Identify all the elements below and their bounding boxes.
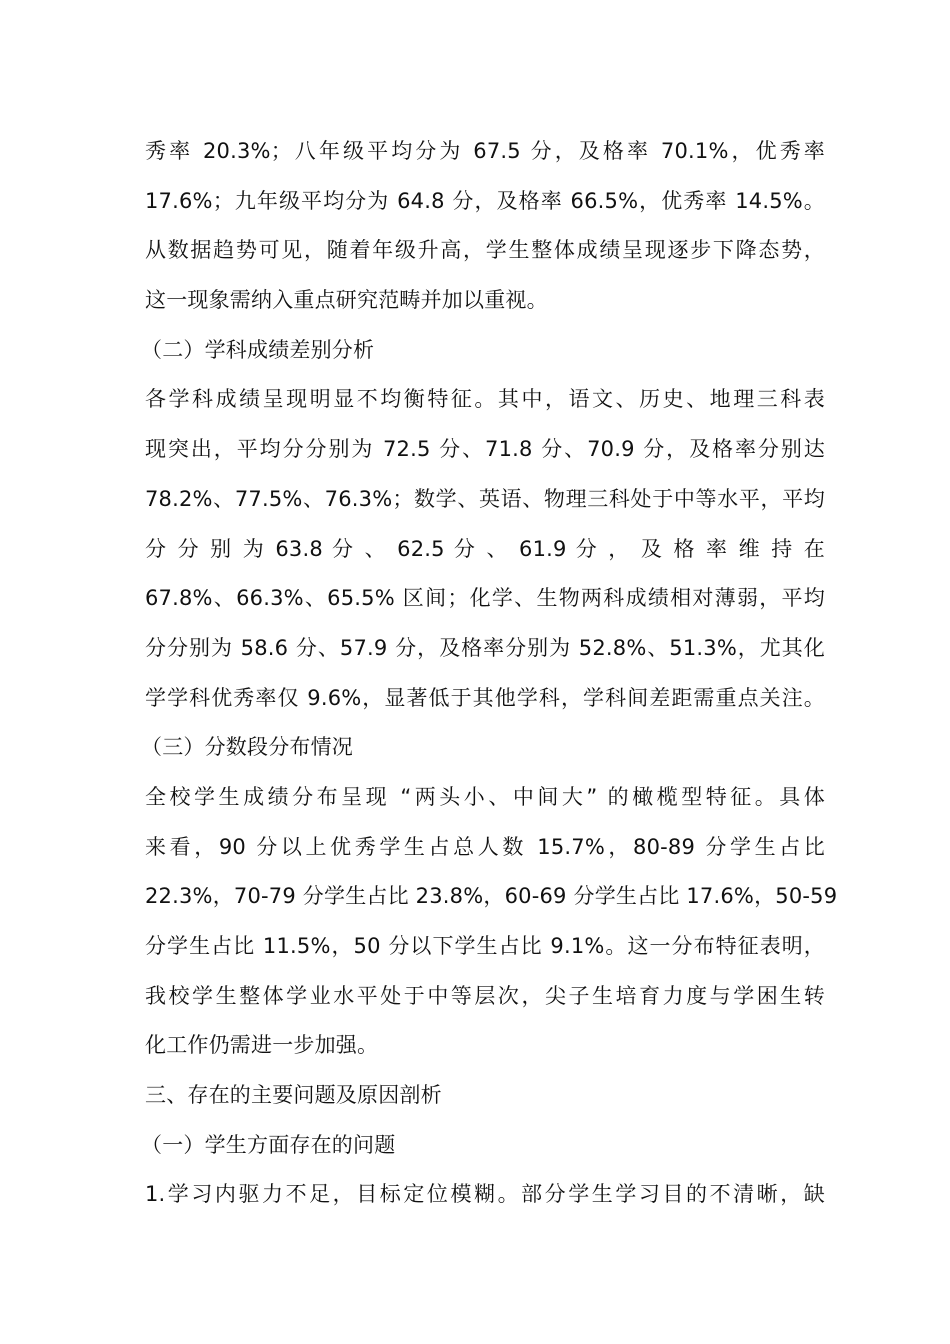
body-text-line: 1.学习内驱力不足，目标定位模糊。部分学生学习目的不清晰，缺 [145, 1182, 825, 1207]
body-text-line: 分 分 别 为 63.8 分 、 62.5 分 、 61.9 分 ， 及 格 率 维 持 在 [145, 536, 825, 561]
body-text-line: 学学科优秀率仅 9.6%，显著低于其他学科，学科间差距需重点关注。 [145, 685, 825, 710]
document-page [141, 127, 838, 1220]
body-text-line: 这一现象需纳入重点研究范畴并加以重视。 [145, 288, 548, 313]
body-text-line: 从数据趋势可见，随着年级升高，学生整体成绩呈现逐步下降态势， [145, 238, 825, 263]
body-text-line: 现突出，平均分分别为 72.5 分、71.8 分、70.9 分，及格率分别达 [145, 437, 825, 462]
body-text-line: 67.8%、66.3%、65.5% 区间；化学、生物两科成绩相对薄弱，平均 [145, 586, 825, 611]
body-text-line: 秀率 20.3%；八年级平均分为 67.5 分，及格率 70.1%，优秀率 [145, 139, 825, 163]
body-text-line: 17.6%；九年级平均分为 64.8 分，及格率 66.5%，优秀率 14.5%。 [145, 188, 825, 213]
body-text-line: 各学科成绩呈现明显不均衡特征。其中，语文、历史、地理三科表 [145, 387, 825, 412]
section-heading: （二）学科成绩差别分析 [141, 337, 375, 362]
body-text-line: 来看，90 分以上优秀学生占总人数 15.7%，80-89 分学生占比 [145, 834, 825, 859]
section-heading: （一）学生方面存在的问题 [141, 1132, 396, 1157]
body-text-line: 分学生占比 11.5%，50 分以下学生占比 9.1%。这一分布特征表明， [145, 934, 825, 958]
section-heading: （三）分数段分布情况 [141, 735, 353, 760]
body-text-line: 22.3%，70-79 分学生占比 23.8%，60-69 分学生占比 17.6%，50-59 [145, 884, 838, 909]
body-text-line: 全校学生成绩分布呈现 “两头小、中间大” 的橄榄型特征。具体 [145, 784, 825, 809]
body-text-line: 分分别为 58.6 分、57.9 分，及格率分别为 52.8%、51.3%，尤其化 [145, 635, 825, 660]
chapter-heading: 三、存在的主要问题及原因剖析 [145, 1083, 442, 1108]
body-text-line: 我校学生整体学业水平处于中等层次，尖子生培育力度与学困生转 [145, 983, 825, 1008]
body-text-line: 化工作仍需进一步加强。 [145, 1033, 379, 1058]
body-text-line: 78.2%、77.5%、76.3%；数学、英语、物理三科处于中等水平，平均 [145, 486, 825, 511]
